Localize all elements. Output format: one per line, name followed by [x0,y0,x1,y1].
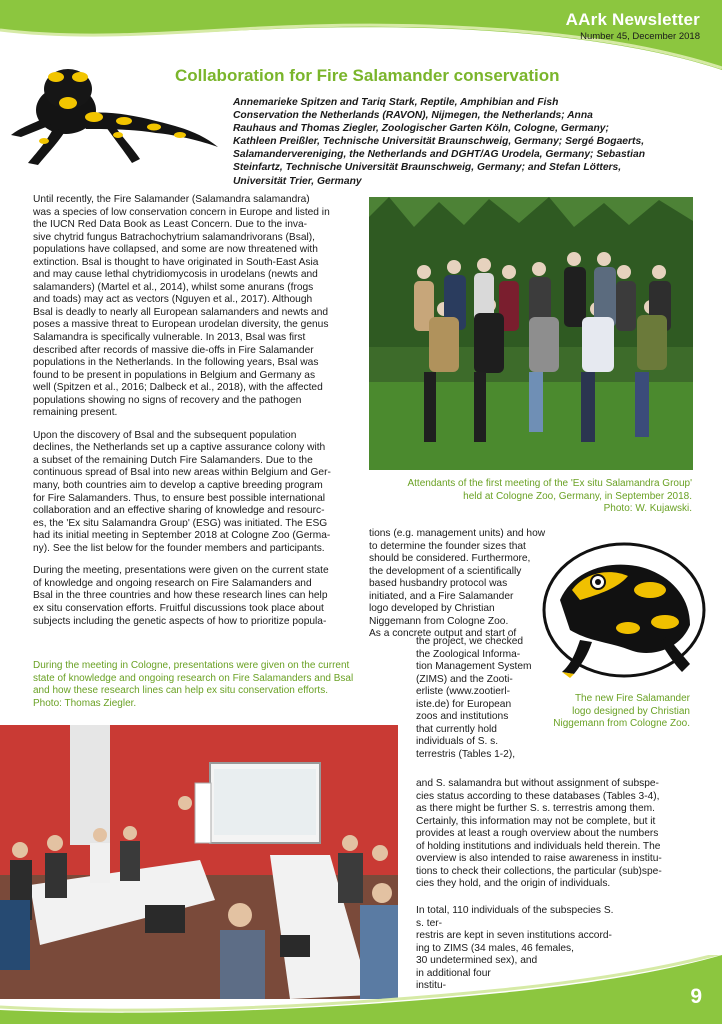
author-line: Salamandervereniging, the Netherlands and DGHT/AG Urodela, Germany; Sebastian [233,149,645,161]
footer-swoosh [0,955,722,1024]
group-photo [369,197,693,470]
paragraph-intro: Until recently, the Fire Salamander (Salamandra salamandra) was a species of low conservation concern in Europe and listed in the IUCN Red Data Book as Least Concern. Due to the inva- sive chytrid fungus Batrachochytrium salamandrivorans (Bsal), populations have collapsed, and some are now threatened with extinction. Bsal is thought to have originated in South-East Asia and may cause lethal chytridiomycosis in urodelans (newts and salamanders) (Martel et al., 2014), whilst some anurans (frogs and toads) may act as vectors (Nguyen et al., 2017). Although Bsal is deadly to nearly all European salamanders and newts and poses a massive threat to European urodelan diversity, the genus Salamandra is specifically vulnerable. In 2013, Bsal was first described after records of massive die-offs in Fire Salamander populations in the Netherlands. In the following years, Bsal was found to be present in populations in Belgium and Germany as well (Spitzen et al., 2016; Dalbeck et al., 2018), with the affected populations showing no signs of recovery and the pathogen remaining present. [33,194,330,419]
author-line: Kathleen Preißler, Technische Universität Braunschweig, Germany; Sergé Bogaerts, [233,136,645,148]
article-title: Collaboration for Fire Salamander conservation [175,66,560,85]
author-line: Annemarieke Spitzen and Tariq Stark, Reptile, Amphibian and Fish [233,97,559,108]
logo-caption: The new Fire Salamander logo designed by Christian Niggemann from Cologne Zoo. [553,693,690,729]
text-block-zims: the project, we checked the Zoological Informa- tion Management System (ZIMS) and the Zooti- erliste (www.zootierl- iste.de) for European zoos and institutions that currently hold individuals of S. s. terrestris (Tables 1-2), [416,636,532,760]
left-column [33,194,363,628]
author-line: Steinfartz, Technische Universität Braunschweig, Germany; and Stefan Lötters, [233,162,622,174]
author-line: Rauhaus and Thomas Ziegler, Zoologischer Garten Köln, Cologne, Germany; [233,123,609,135]
author-line: Conservation the Netherlands (RAVON), Nijmegen, the Netherlands; Anna [233,110,593,122]
newsletter-title: AArk Newsletter [565,10,700,29]
meeting-photo-caption: During the meeting in Cologne, presentations were given on the current state of knowledge and ongoing research on Fire Salamanders and Bsal and how these research lines can help ex situ conservation efforts. Photo: Thomas Ziegler. [33,660,354,709]
fire-salamander-logo [540,530,708,690]
issue-number: Number 45, December 2018 [580,31,700,42]
paragraph-discovery: Upon the discovery of Bsal and the subsequent population declines, the Netherlands set up a captive assurance colony with a subset of the remaining Dutch Fire Salamanders. Due to the continuous spread of Bsal into new areas within Belgium and Ger- many, both countries aim to develop a captive breeding program for Fire Salamanders. Thus, to ensure best possible international collaboration and an effective sharing of knowledge and resourc- es, the 'Ex situ Salamandra Group' (ESG) was initiated. The ESG had its initial meeting in September 2018 at Cologne Zoo (Germa- ny). See the list below for the founder members and participants. [33,429,331,554]
paragraph-meeting: During the meeting, presentations were given on the current state of knowledge and ongoing research on Fire Salamanders and Bsal in the three countries and how these research lines can help ex situ conservation efforts. Fruitful discussions took place about subjects including the genetic aspects of how to prioritize popula- [33,565,329,627]
text-block-total: In total, 110 individuals of the subspecies S. s. ter- restris are kept in seven institutions accord- ing to ZIMS (34 males, 46 females, 30 undetermined sex), and in additional four institu- [416,905,614,992]
text-block-management: tions (e.g. management units) and how to determine the founder sizes that should be considered. Furthermore, the development of a scientifically based husbandry protocol was initiated, and a Fire Salamander logo developed by Christian Niggemann from Cologne Zoo. As a concrete output and start of [369,528,546,640]
author-list [233,96,685,188]
text-block-overview: and S. salamandra but without assignment of subspe- cies status according to these databases (Tables 3-4), as there might be further S. s. terrestris among them. Certainly, this information may not be complete, but it provides at least a rough overview about the numbers of holding institutions and individuals held therein. The overview is also intended to raise awareness in institu- tions to check their collections, the particular (sub)spe- cies they hold, and the origin of individuals. [416,778,662,890]
page-number: 9 [690,985,702,1008]
author-line: Universität Trier, Germany [233,175,362,187]
group-photo-caption: Attendants of the first meeting of the 'Ex situ Salamandra Group' held at Cologne Zoo, Germany, in September 2018. Photo: W. Kujawski. [407,478,692,514]
